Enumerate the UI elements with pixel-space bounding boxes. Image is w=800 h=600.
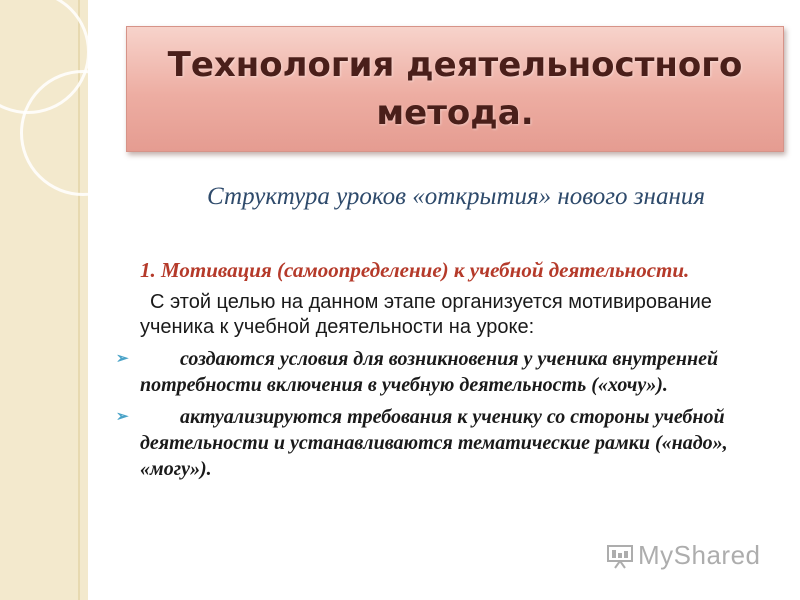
slide-title: Технология деятельностного метода. [167, 45, 743, 133]
presentation-board-icon [606, 543, 634, 569]
step-description: С этой целью на данном этапе организуется мотивирование ученика к учебной деятельности на уроке: [140, 291, 712, 338]
slide-content [110, 250, 780, 482]
arrow-bullet-icon: ➢ [116, 409, 129, 425]
watermark-text: MyShared [638, 540, 761, 570]
watermark [606, 540, 761, 571]
bullet-item [110, 404, 780, 482]
step-title: 1. Мотивация (самоопределение) к учебной деятельности. [140, 258, 690, 282]
bullet-text: создаются условия для возникновения у ученика внутренней потребности включения в учебную деятельность («хочу»). [140, 348, 719, 396]
bullet-item [110, 346, 780, 398]
title-box [126, 26, 784, 152]
bullet-text: актуализируются требования к ученику со стороны учебной деятельности и устанавливаются тематические рамки («надо», «могу»). [140, 406, 728, 480]
slide-subtitle: Структура уроков «открытия» нового знания [207, 183, 705, 210]
decorative-side-band [0, 0, 88, 600]
arrow-bullet-icon: ➢ [116, 351, 129, 367]
